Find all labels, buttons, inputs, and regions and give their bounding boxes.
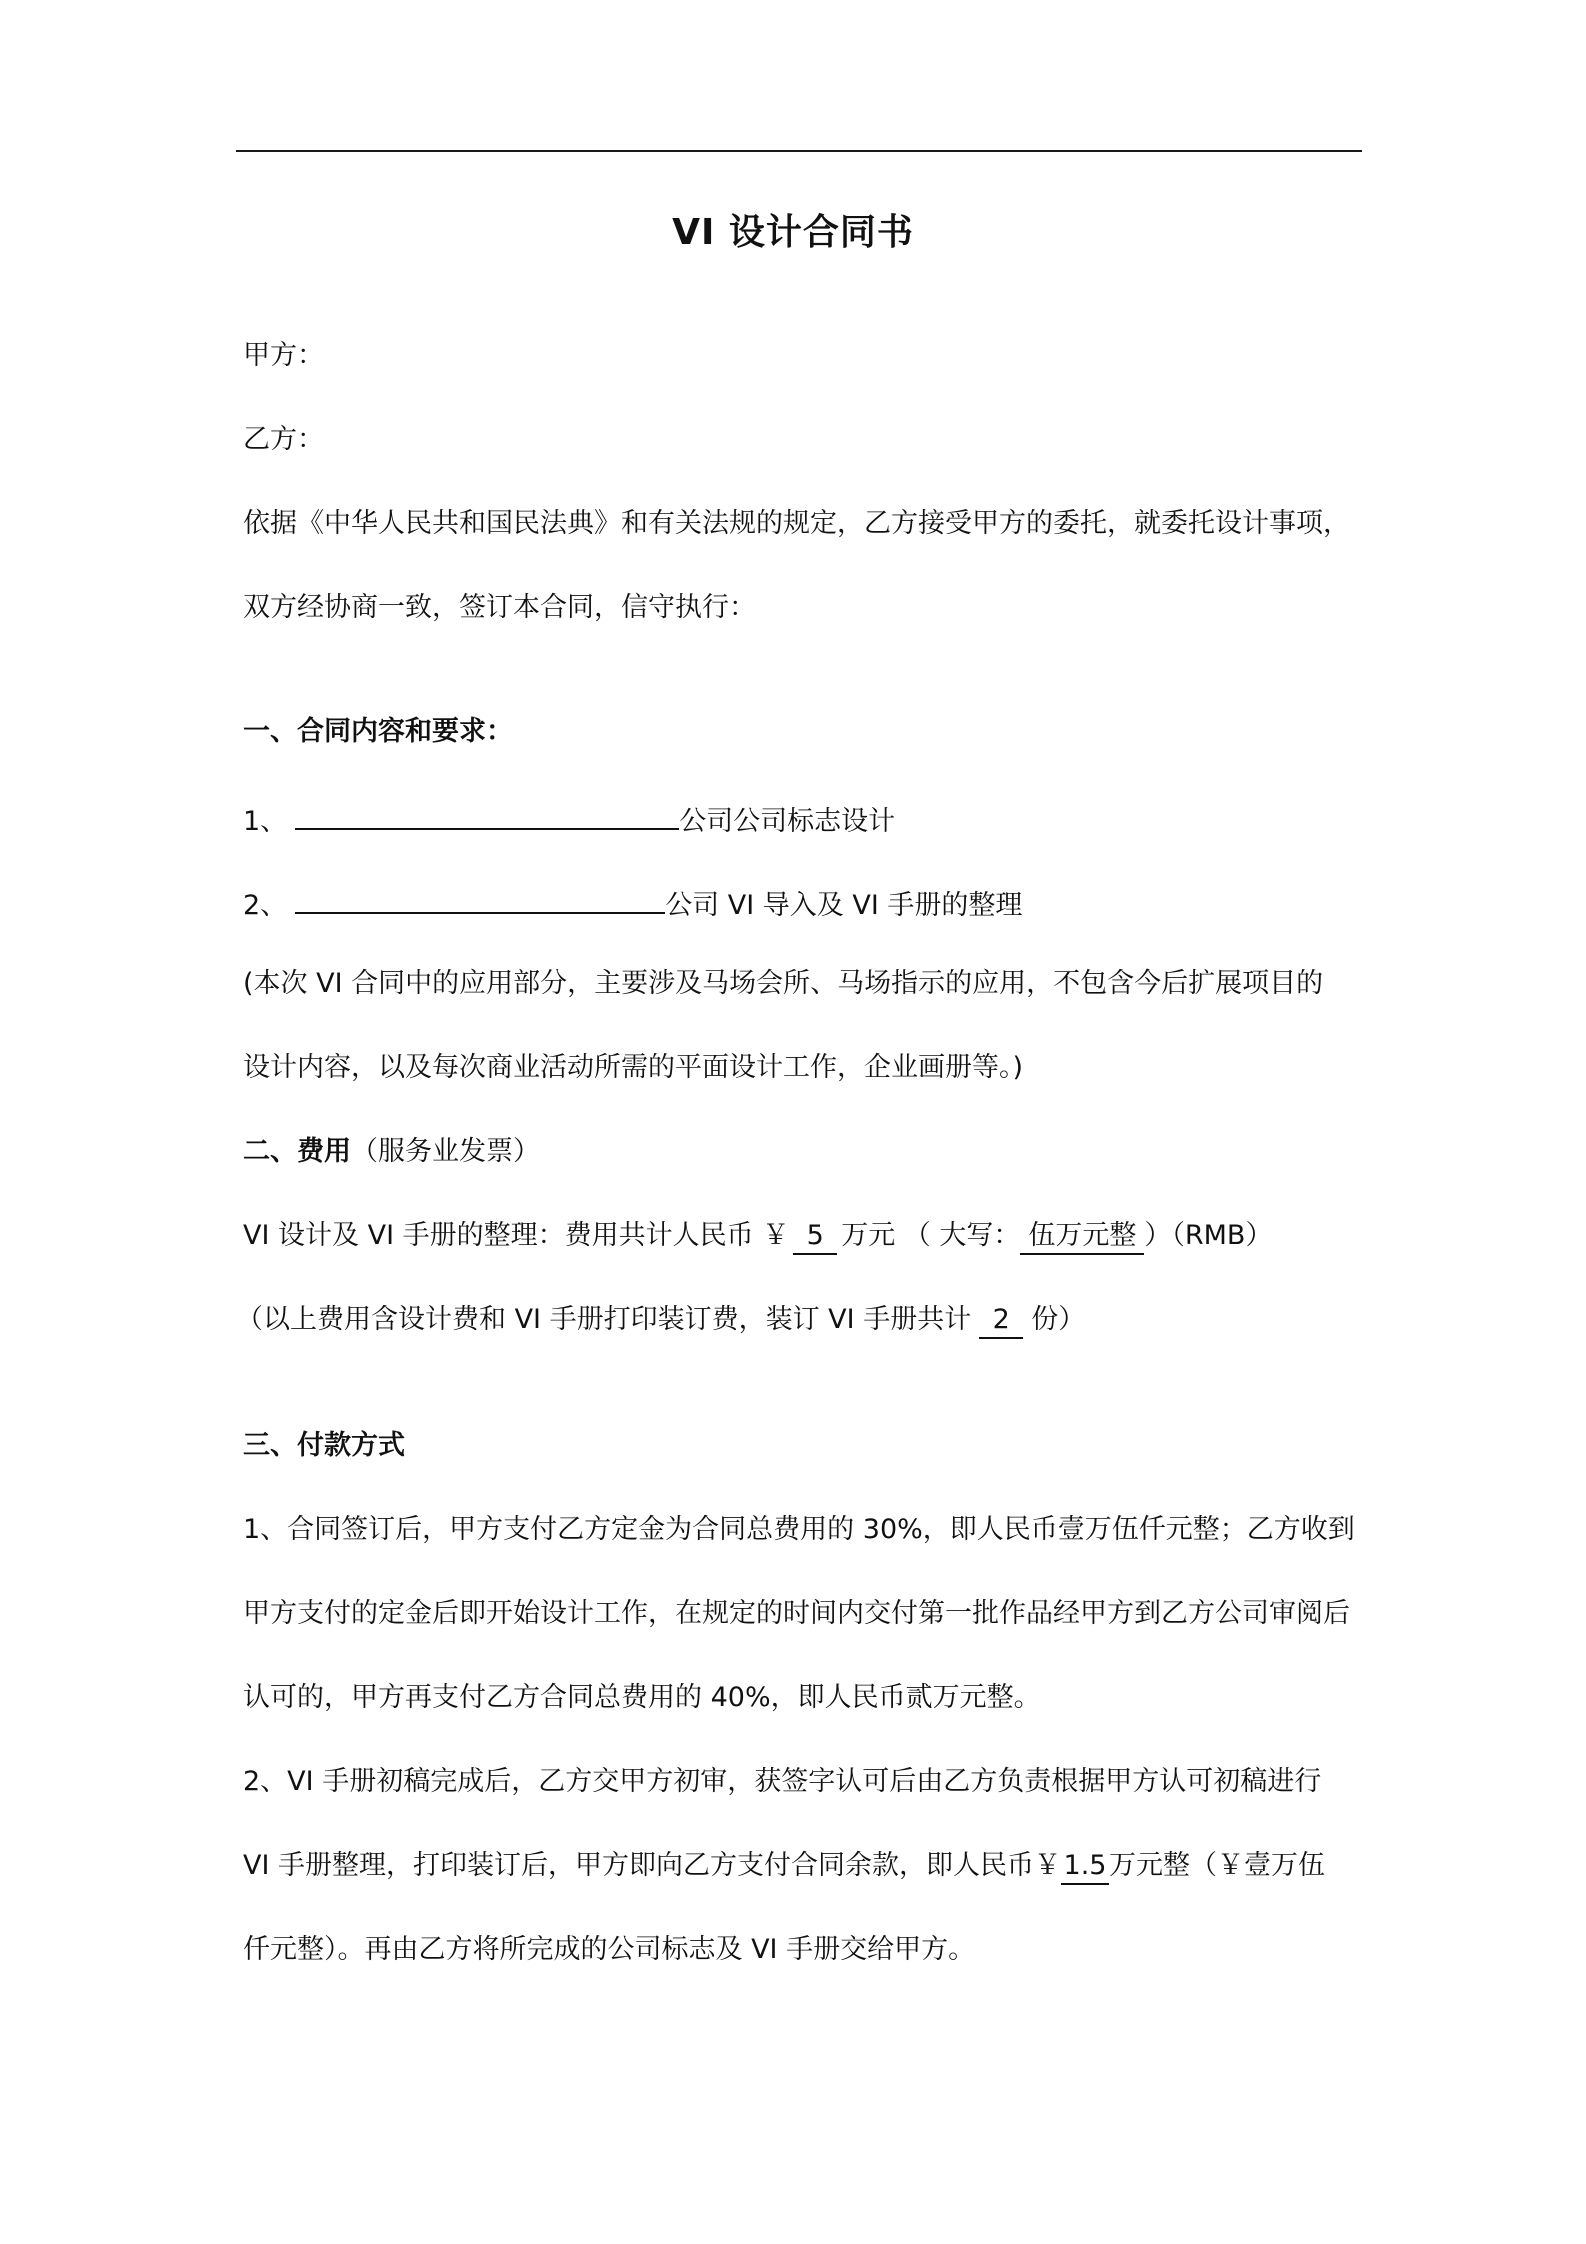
section-1-item-2 <box>243 882 1022 924</box>
fee-prefix: VI 设计及 VI 手册的整理：费用共计人民币 ￥ <box>243 1220 790 1251</box>
section-1-item-1 <box>243 798 895 840</box>
section-2-heading <box>243 1134 540 1170</box>
party-b-label: 乙方： <box>243 424 324 455</box>
header-rule <box>236 150 1362 152</box>
fee-includes-suffix: 份） <box>1031 1304 1086 1335</box>
fee-includes-prefix: （以上费用含设计费和 VI 手册打印装订费，装订 VI 手册共计 <box>236 1304 972 1335</box>
payment-1-line-2: 甲方支付的定金后即开始设计工作，在规定的时间内交付第一批作品经甲方到乙方公司审阅后 <box>243 1598 1350 1629</box>
payment-2-line-2 <box>243 1848 1325 1885</box>
balance-amount: 1.5 <box>1061 1849 1109 1885</box>
party-a-label: 甲方： <box>243 340 324 371</box>
document-title: VI 设计合同书 <box>672 212 914 253</box>
payment-1-line-3: 认可的，甲方再支付乙方合同总费用的 40%，即人民币贰万元整。 <box>243 1682 1041 1713</box>
item-2-text: 公司 VI 导入及 VI 手册的整理 <box>665 890 1023 921</box>
item-1-blank <box>295 798 679 830</box>
fee-amount: 5 <box>793 1219 837 1255</box>
section-1-heading: 一、合同内容和要求： <box>243 716 513 747</box>
payment-2-line-1: 2、VI 手册初稿完成后，乙方交甲方初审，获签字认可后由乙方负责根据甲方认可初稿进行 <box>243 1766 1322 1797</box>
intro-line-1: 依据《中华人民共和国民法典》和有关法规的规定，乙方接受甲方的委托，就委托设计事项， <box>243 508 1350 539</box>
payment-2-suffix: 万元整（￥壹万伍 <box>1109 1850 1326 1881</box>
section-2-heading-note: （服务业发票） <box>351 1136 540 1167</box>
fee-line <box>243 1218 1272 1255</box>
intro-line-2: 双方经协商一致，签订本合同，信守执行： <box>243 592 756 623</box>
fee-includes-line <box>236 1302 1085 1339</box>
item-1-number: 1、 <box>243 806 288 837</box>
manual-copies-count: 2 <box>979 1303 1023 1339</box>
item-2-number: 2、 <box>243 890 288 921</box>
fee-amount-uppercase: 伍万元整 <box>1020 1219 1144 1255</box>
payment-2-line-3: 仟元整）。再由乙方将所完成的公司标志及 VI 手册交给甲方。 <box>243 1934 976 1965</box>
fee-suffix: ）（RMB） <box>1144 1220 1273 1251</box>
section-1-note-line-2: 设计内容，以及每次商业活动所需的平面设计工作，企业画册等。) <box>243 1052 1024 1083</box>
section-3-heading: 三、付款方式 <box>243 1430 405 1461</box>
fee-unit: 万元 （ 大写： <box>841 1220 1021 1251</box>
section-1-note-line-1: (本次 VI 合同中的应用部分，主要涉及马场会所、马场指示的应用，不包含今后扩展项目的 <box>243 968 1324 999</box>
section-2-heading-bold: 二、费用 <box>243 1136 351 1167</box>
item-2-blank <box>295 882 665 914</box>
payment-2-prefix: VI 手册整理，打印装订后，甲方即向乙方支付合同余款，即人民币￥ <box>243 1850 1062 1881</box>
item-1-text: 公司公司标志设计 <box>679 806 896 837</box>
payment-1-line-1: 1、合同签订后，甲方支付乙方定金为合同总费用的 30%，即人民币壹万伍仟元整；乙方收到 <box>243 1514 1355 1545</box>
